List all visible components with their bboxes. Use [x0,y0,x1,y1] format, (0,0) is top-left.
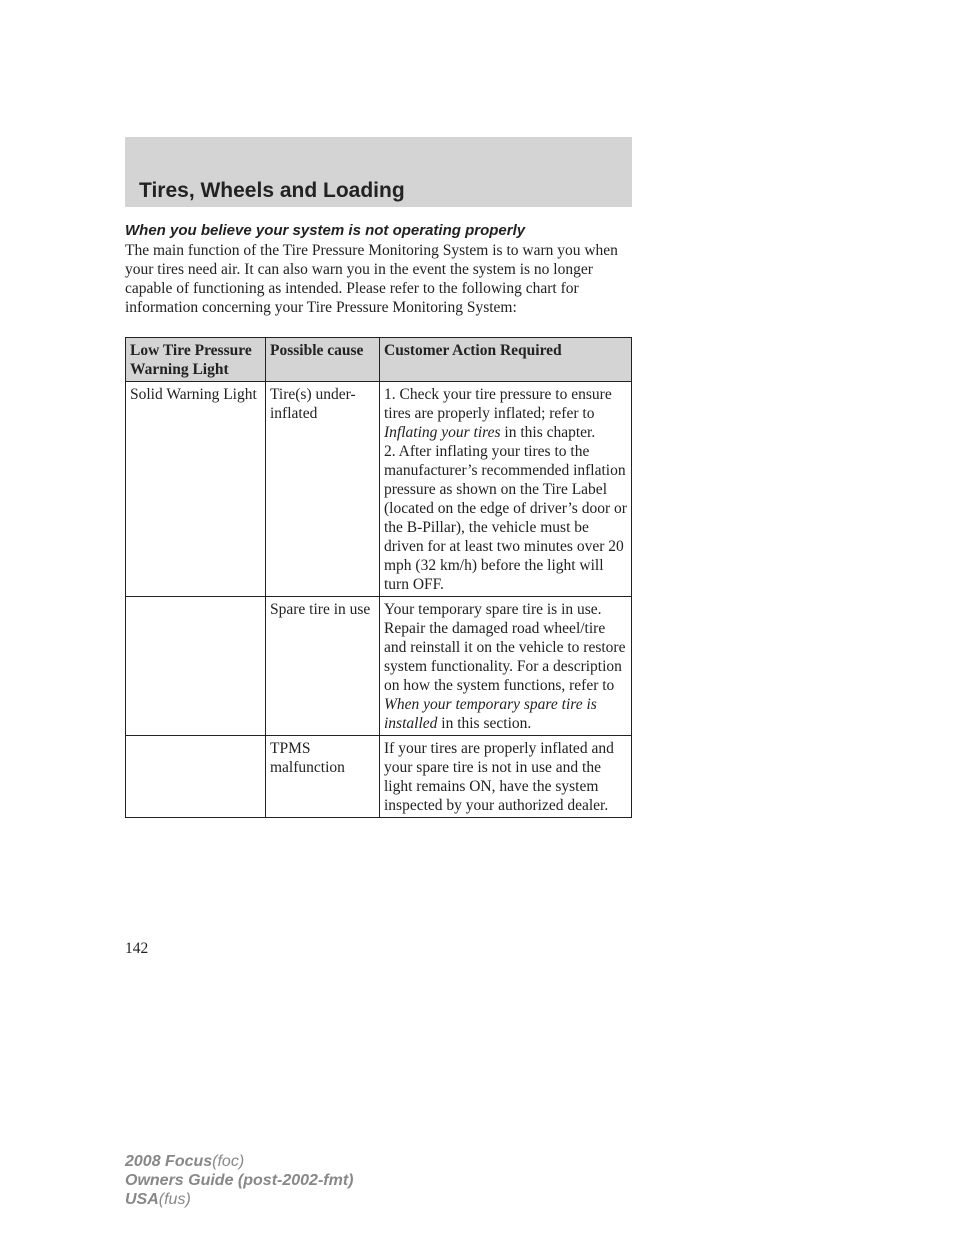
cause-cell: TPMS malfunction [266,736,380,818]
footer-market: USA [125,1191,159,1208]
footer-model-code: (foc) [212,1153,245,1170]
col-header-warning-light: Low Tire Pressure Warning Light [126,338,266,382]
cause-cell: Spare tire in use [266,597,380,736]
footer-line-3 [125,1190,353,1209]
footer-line-2 [125,1171,353,1190]
footer-line-1 [125,1152,353,1171]
action-text: in this chapter. [500,424,596,441]
action-text: Your temporary spare tire is in use. Repair the damaged road wheel/tire and reinstall it on the vehicle to restore system functionality. For a description on how the system functions, refer to [384,601,626,694]
col-header-possible-cause: Possible cause [266,338,380,382]
footer-guide: Owners Guide (post-2002-fmt) [125,1172,354,1189]
action-cell [380,382,632,597]
action-text: 1. Check your tire pressure to ensure tires are properly inflated; refer to [384,386,612,422]
section-title: Tires, Wheels and Loading [139,179,405,202]
footer-market-code: (fus) [158,1191,191,1208]
cross-reference: When your temporary spare tire is installed [384,696,597,732]
light-state-cell: Solid Warning Light [126,382,266,597]
intro-paragraph: The main function of the Tire Pressure Monitoring System is to warn you when your tires need air. It can also warn you in the event the system is no longer capable of functioning as intended. Please refer to the following chart for information concerning your Tire Pressure Monitoring System: [125,242,618,316]
action-cell: If your tires are properly inflated and your spare tire is not in use and the light remains ON, have the system inspected by your authorized dealer. [380,736,632,818]
light-state-cell-continued [126,736,266,818]
action-step-2: 2. After inflating your tires to the manufacturer’s recommended inflation pressure as shown on the Tire Label (located on the edge of driver’s door or the B-Pillar), the vehicle must be driven for at least two minutes over 20 mph (32 km/h) before the light will turn OFF. [384,443,627,593]
cause-cell: Tire(s) under-inflated [266,382,380,597]
table-row [126,736,632,818]
table-row [126,382,632,597]
tpms-chart-table [125,337,632,818]
subsection-heading: When you believe your system is not operating properly [125,222,526,239]
col-header-action: Customer Action Required [380,338,632,382]
section-header-band [125,137,632,207]
action-text: in this section. [437,715,532,732]
table-header-row [126,338,632,382]
cross-reference: Inflating your tires [384,424,501,441]
page-number: 142 [125,940,149,957]
action-cell [380,597,632,736]
footer-model: 2008 Focus [125,1153,213,1170]
table-row [126,597,632,736]
light-state-cell-continued [126,597,266,736]
document-footer [125,1152,353,1209]
